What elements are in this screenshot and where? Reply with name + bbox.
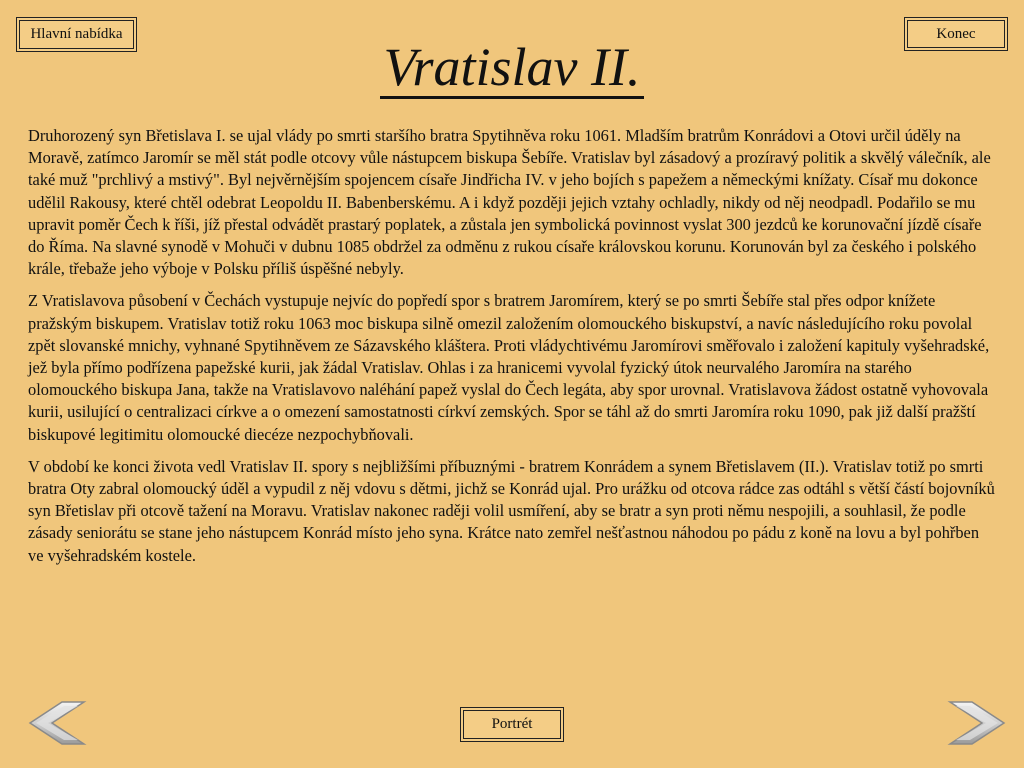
article-body [28, 125, 996, 577]
paragraph: V období ke konci života vedl Vratislav II. spory s nejbližšími příbuznými - bratrem Konrádem a synem Břetislavem (II.). Vratislav totiž po smrti bratra Oty zabral olomoucký úděl a vypudil z něj vdovu s dětmi, jichž se Konrád ujal. Pro urážku od otcova rádce zas odtáhl s větší částí bojovníků syn Břetislav při otcově tažení na Moravu. Vratislav nakonec raději volil usmíření, aby se bratr a syn proti němu nespojili, a souhlasil, že podle zásady seniorátu se stane jeho nástupcem Konrád místo jeho syna. Krátce nato zemřel nešťastnou náhodou po pádu z koně na lovu a byl pohřben ve vyšehradském kostele. [28, 456, 995, 565]
page-title-text: Vratislav II. [380, 38, 645, 99]
arrow-left-icon-graphic [24, 700, 90, 746]
main-menu-button-label: Hlavní nabídka [30, 26, 123, 42]
paragraph: Z Vratislavova působení v Čechách vystupuje nejvíc do popředí spor s bratrem Jaromírem, který se po smrti Šebíře stal přes odpor knížete pražským biskupem. Vratislav totiž roku 1063 moc biskupa silně omezil založením olomouckého biskupství, a navíc následujícího roku povolal zpět slovanské mnichy, vyhnané Spytihněvem ze Sázavského kláštera. Proti vládychtivému Jaromírovi směřovalo i založení kapituly vyšehradské, jež byla přímo podřízena papežské kurii, jak žádal Vratislav. Ohlas i za hranicemi vyvolal fyzický útok neurvalého Jaromíra na starého olomouckého biskupa Jana, takže na Vratislavovo naléhání papež vyslal do Čech legáta, aby spor urovnal. Vratislavova žádost ostatně vyhovovala kurii, usilující o centralizaci církve a o omezení samostatnosti církví zemských. Spor se táhl až do smrti Jaromíra roku 1090, pak již další pražští biskupové legitimitu olomoucké diecéze nezpochybňovali. [28, 291, 990, 444]
page-title [0, 35, 1024, 99]
paragraph: Druhorozený syn Břetislava I. se ujal vlády po smrti staršího bratra Spytihněva roku 1061. Mladším bratrům Konrádovi a Otovi určil úděly na Moravě, zatímco Jaromír se měl stát podle otcovy vůle nástupcem biskupa Šebíře. Vratislav byl zásadový a prozíravý politik a skvělý válečník, ale také muž "prchlivý a mstivý". Byl nejvěrnějším spojencem císaře Jindřicha IV. v jeho bojích s papežem a německými knížaty. Císař mu dokonce udělil Rakousy, které chtěl odebrat Leopoldu II. Babenberskému. A i když později jejich vztahy ochladly, nikdy od něj neodpadl. Podařilo se mu upravit poměr Čech k říši, jíž přestal odvádět prastarý poplatek, a zůstala jen symbolická povinnost vyslat 300 jezdců ke korunovační jízdě císaře do Říma. Na slavné synodě v Mohuči v dubnu 1085 obdržel za odměnu z rukou císaře královskou korunu. Korunován byl za českého i polského krále, třebaže jeho výboje v Polsku příliš úspěšné nebyly. [28, 126, 991, 279]
portrait-button-label: Portrét [491, 716, 533, 732]
arrow-left-icon[interactable] [24, 700, 90, 746]
end-button-label: Konec [936, 25, 976, 42]
arrow-right-icon-graphic [944, 700, 1010, 746]
portrait-button[interactable] [460, 707, 564, 742]
arrow-right-icon[interactable] [944, 700, 1010, 746]
